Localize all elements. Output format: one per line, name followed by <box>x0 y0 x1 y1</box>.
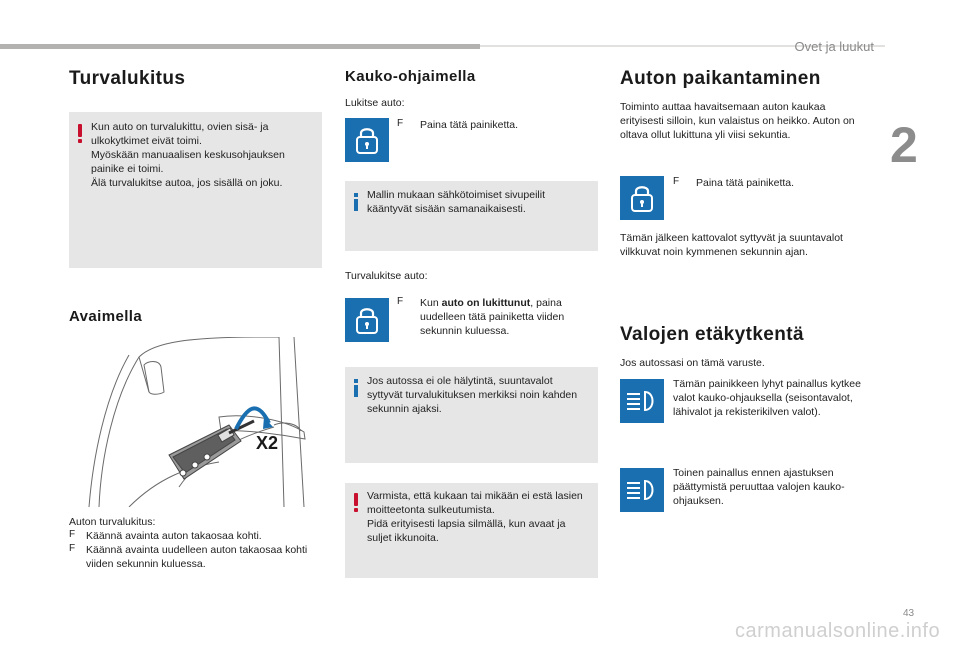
remote-title: Kauko-ohjaimella <box>345 68 476 85</box>
info-icon <box>354 379 358 383</box>
lights-press-second: Toinen painallus ennen ajastuksen päättymistä peruuttaa valojen kauko- ohjauksen. <box>673 467 845 507</box>
caption-intro: Auton turvalukitus: <box>69 516 156 528</box>
info-box-mirrors <box>345 181 598 251</box>
bullet-icon: F <box>673 176 680 187</box>
warning-text-windows: Varmista, että kukaan tai mikään ei estä lasien moitteetonta sulkeutumista. Pidä erityisesti lapsia silmällä, kun avaat ja suljet ikkunoita. <box>367 490 583 544</box>
lights-title: Valojen etäkytkentä <box>620 324 804 345</box>
headlamp-button-tile <box>620 468 664 512</box>
lock-button-tile <box>620 176 664 220</box>
lights-press-short: Tämän painikkeen lyhyt painallus kytkee valot kauko-ohjauksella (seisontavalot, lähivalot ja rekisterikilven valot). <box>673 378 861 418</box>
lock-step: Paina tätä painiketta. <box>420 119 519 131</box>
x2-label: X2 <box>256 433 279 453</box>
info-text-mirrors: Mallin mukaan sähkötoimiset sivupeilit kääntyvät sisään samanaikaisesti. <box>367 189 545 215</box>
chapter-number: 2 <box>890 117 918 173</box>
info-text-indicators: Jos autossa ei ole hälytintä, suuntavalot syttyvät turvalukituksen merkiksi noin kahden sekunnin ajaksi. <box>367 375 578 415</box>
warning-text: Kun auto on turvalukittu, ovien sisä- ja ulkokytkimet eivät toimi. Myöskään manuaalisen keskusohjauksen painike ei toimi. Älä turvalukitse autoa, jos sisällä on joku. <box>91 121 285 189</box>
caption-item-1: Käännä avainta auton takaosaa kohti. <box>86 530 262 542</box>
locating-title: Auton paikantaminen <box>620 68 821 89</box>
deadlock-step: Kun auto on lukittunut, paina uudelleen tätä painiketta viiden sekunnin kuluessa. <box>420 297 565 337</box>
deadlock-label: Turvalukitse auto: <box>345 270 428 282</box>
key-illustration <box>69 337 322 507</box>
caption-item-2: Käännä avainta uudelleen auton takaosaa kohti viiden sekunnin kuluessa. <box>86 544 308 570</box>
warning-icon <box>354 493 358 506</box>
locating-after: Tämän jälkeen kattovalot syttyvät ja suuntavalot vilkkuvat noin kymmenen sekunnin ajan. <box>620 232 843 258</box>
page-number: 43 <box>903 608 915 619</box>
header-bar <box>0 44 480 49</box>
headlamp-button-tile <box>620 379 664 423</box>
bullet-icon: F <box>397 296 404 307</box>
locating-intro: Toiminto auttaa havaitsemaan auton kaukaa erityisesti silloin, kun valaistus on heikko. Auton on oltava ollut lukittuna yli viisi sekuntia. <box>620 101 855 141</box>
headlamp-icon <box>625 478 659 502</box>
warning-icon <box>78 124 82 137</box>
lock-label: Lukitse auto: <box>345 97 405 109</box>
watermark: carmanualsonline.info <box>735 620 941 642</box>
warning-box-deadlock <box>69 112 322 268</box>
lock-button-tile <box>345 298 389 342</box>
subtitle-key: Avaimella <box>69 308 143 325</box>
bullet-icon: F <box>69 529 76 540</box>
headlamp-icon <box>625 389 659 413</box>
page-title: Turvalukitus <box>69 68 186 89</box>
info-icon <box>354 193 358 197</box>
lights-availability: Jos autossasi on tämä varuste. <box>620 357 765 369</box>
locating-step: Paina tätä painiketta. <box>696 177 795 189</box>
door-key-drawing <box>69 337 322 507</box>
warning-box-windows <box>345 483 598 578</box>
padlock-icon <box>354 125 380 155</box>
lock-button-tile <box>345 118 389 162</box>
padlock-icon <box>354 305 380 335</box>
section-title: Ovet ja luukut <box>794 39 874 54</box>
info-box-indicators <box>345 367 598 463</box>
bullet-icon: F <box>69 543 76 554</box>
bullet-icon: F <box>397 118 404 129</box>
padlock-icon <box>629 183 655 213</box>
